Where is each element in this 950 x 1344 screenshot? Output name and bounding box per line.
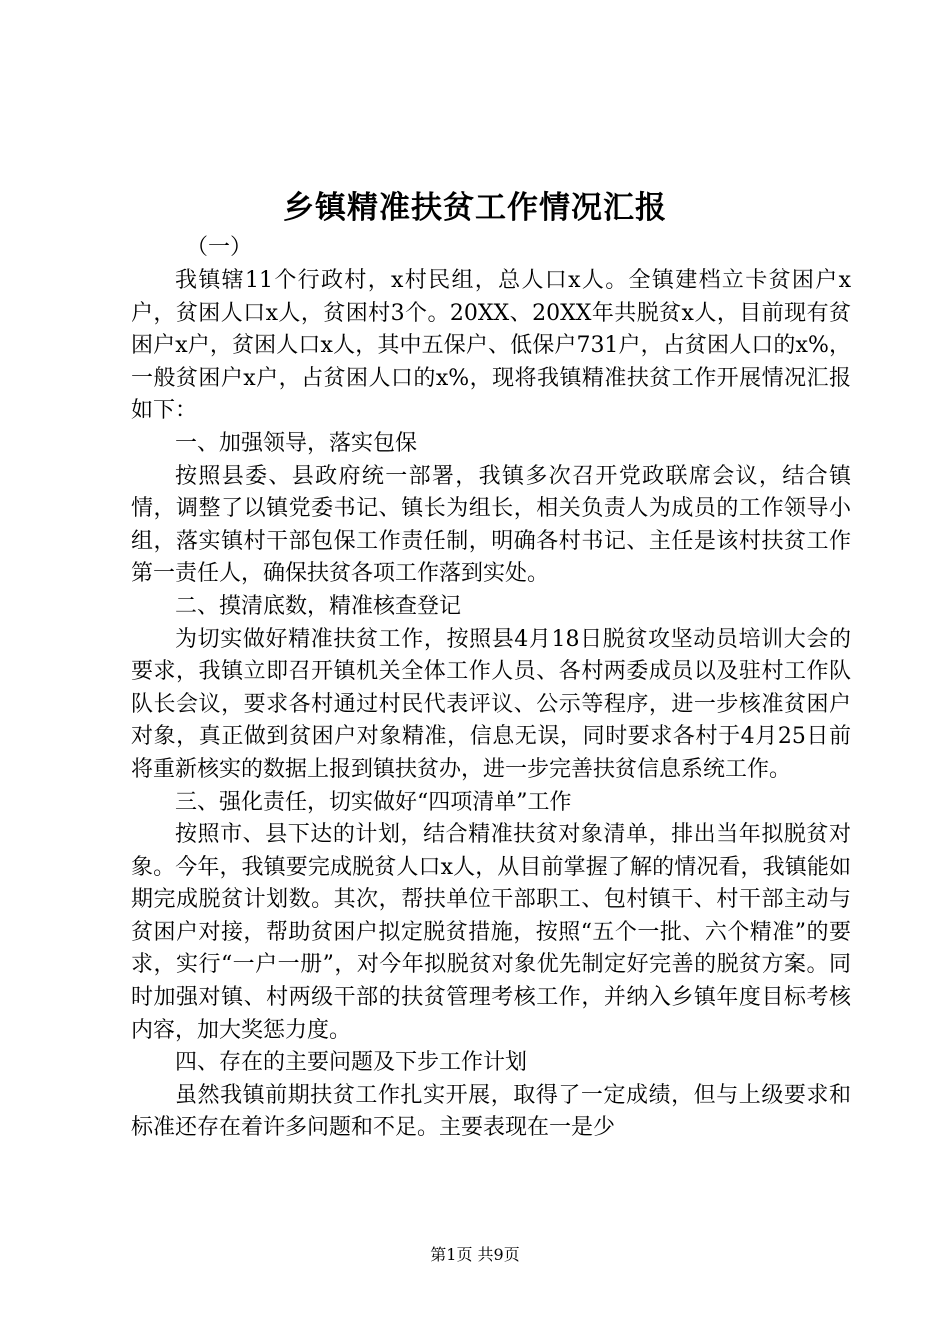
document-title: 乡镇精准扶贫工作情况汇报 [283,190,667,226]
section-heading-3: 三、强化责任，切实做好“四项清单”工作 [175,789,572,815]
page-footer: 第1页 共9页 [430,1245,520,1264]
paragraph-section-4: 虽然我镇前期扶贫工作扎实开展，取得了一定成绩，但与上级要求和标准还存在着许多问题和不足。主要表现在一是少 [131,1082,851,1141]
paragraph-section-2: 为切实做好精准扶贫工作，按照县4月18日脱贫攻坚动员培训大会的要求，我镇立即召开镇机关全体工作人员、各村两委成员以及驻村工作队队长会议，要求各村通过村民代表评议、公示等程序，进一步核准贫困户对象，真正做到贫困户对象精准，信息无误，同时要求各村于4月25日前将重新核实的数据上报到镇扶贫办，进一步完善扶贫信息系统工作。 [131,626,851,782]
document-body [131,265,851,1145]
section-heading-4: 四、存在的主要问题及下步工作计划 [175,1050,528,1076]
paragraph-intro: 我镇辖11个行政村，x村民组，总人口x人。全镇建档立卡贫困户x户，贫困人口x人，贫困村3个。20XX、20XX年共脱贫x人，目前现有贫困户x户，贫困人口x人，其中五保户、低保户731户，占贫困人口的x%，一般贫困户x户，占贫困人口的x%，现将我镇精准扶贫工作开展情况汇报如下： [131,268,851,424]
paragraph-section-3: 按照市、县下达的计划，结合精准扶贫对象清单，排出当年拟脱贫对象。今年，我镇要完成脱贫人口x人，从目前掌握了解的情况看，我镇能如期完成脱贫计划数。其次，帮扶单位干部职工、包村镇干、村干部主动与贫困户对接，帮助贫困户拟定脱贫措施，按照“五个一批、六个精准”的要求，实行“一户一册”，对今年拟脱贫对象优先制定好完善的脱贫方案。同时加强对镇、村两级干部的扶贫管理考核工作，并纳入乡镇年度目标考核内容，加大奖惩力度。 [131,822,851,1043]
section-heading-2: 二、摸清底数，精准核查登记 [175,593,462,619]
document-subtitle: （一） [186,235,253,260]
section-heading-1: 一、加强领导，落实包保 [175,430,418,456]
paragraph-section-1: 按照县委、县政府统一部署，我镇多次召开党政联席会议，结合镇情，调整了以镇党委书记、镇长为组长，相关负责人为成员的工作领导小组，落实镇村干部包保工作责任制，明确各村书记、主任是该村扶贫工作第一责任人，确保扶贫各项工作落到实处。 [131,463,851,587]
